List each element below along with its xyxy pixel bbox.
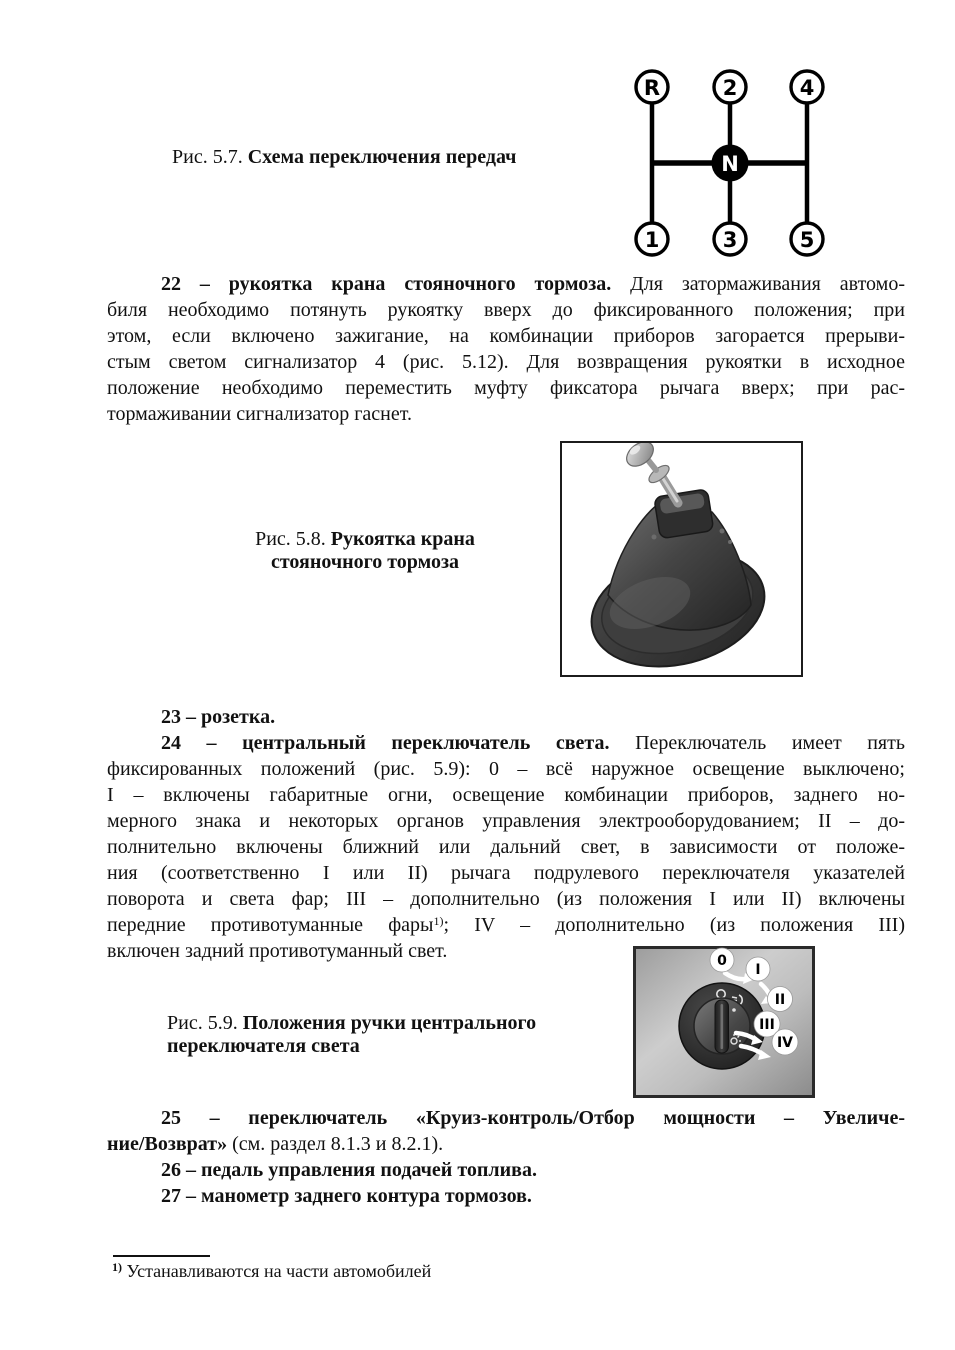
paragraph-items-23-24 bbox=[107, 704, 905, 964]
text-line: фиксированных положений (рис. 5.9): 0 – всё наружное освещение выключено; bbox=[107, 758, 905, 780]
text-line: 23 – розетка. bbox=[161, 706, 276, 728]
text-line: ние/Возврат» (см. раздел 8.1.3 и 8.2.1). bbox=[107, 1133, 444, 1155]
gear-label-1: 1 bbox=[644, 228, 660, 252]
position-label-0: 0 bbox=[717, 953, 727, 969]
text-line: мерного знака и некоторых органов управления электрооборудованием; II – до- bbox=[107, 810, 905, 832]
gear-label-4: 4 bbox=[799, 76, 815, 100]
text-line: 25 – переключатель «Круиз-контроль/Отбор мощности – Увеличе- bbox=[161, 1107, 905, 1129]
figure-5-7-caption bbox=[172, 146, 516, 169]
text-line: полнительно включены ближний или дальний свет, в зависимости от положе- bbox=[107, 836, 905, 858]
text-line: 24 – центральный переключатель света. Переключатель имеет пять bbox=[161, 732, 905, 754]
text-line: передние противотуманные фары$^{1)}$; IV – дополнительно (из положения III) bbox=[107, 914, 905, 936]
text-line: поворота и света фар; III – дополнительно (из положения I или II) включены bbox=[107, 888, 905, 910]
parking-brake-handle-illustration bbox=[562, 443, 801, 675]
gear-label-R: R bbox=[643, 76, 661, 100]
footnote-separator bbox=[113, 1255, 210, 1257]
text-line: положение необходимо переместить муфту фиксатора рычага вверх; при рас- bbox=[107, 377, 905, 399]
position-label-II: II bbox=[774, 992, 786, 1008]
text-line: Рис. 5.9. Положения ручки центрального bbox=[167, 1012, 537, 1034]
text-line: Рис. 5.8. Рукоятка крана bbox=[255, 528, 475, 550]
gear-label-N: N bbox=[721, 152, 739, 176]
gear-label-3: 3 bbox=[722, 228, 738, 252]
gear-label-2: 2 bbox=[722, 76, 738, 100]
text-line: 27 – манометр заднего контура тормозов. bbox=[161, 1185, 532, 1207]
text-line: стояночного тормоза bbox=[270, 551, 460, 573]
position-label-IV: IV bbox=[776, 1035, 794, 1051]
figure-5-8-caption bbox=[255, 528, 475, 574]
text-line: тормаживании сигнализатор гаснет. bbox=[107, 403, 412, 425]
figure-5-9-caption bbox=[167, 1012, 567, 1058]
text-line: Рис. 5.7. Схема переключения передач bbox=[172, 146, 517, 168]
text-line: ния (соответственно I или II) рычага подрулевого переключателя указателей bbox=[107, 862, 905, 884]
gear-label-5: 5 bbox=[799, 228, 815, 252]
position-label-III: III bbox=[759, 1017, 775, 1033]
position-label-I: I bbox=[755, 962, 761, 978]
gear-shift-diagram bbox=[633, 68, 825, 258]
text-line: биля необходимо потянуть рукоятку вверх до фиксированного положения; при bbox=[107, 299, 905, 321]
light-switch-figure bbox=[633, 946, 815, 1103]
paragraph-items-25-27 bbox=[107, 1105, 905, 1209]
footnote-marker: 1) bbox=[112, 1260, 122, 1274]
text-line: включен задний противотуманный свет. bbox=[107, 940, 448, 962]
text-line: 22 – рукоятка крана стояночного тормоза. Для затормаживания автомо- bbox=[161, 273, 905, 295]
footnote-text: Устанавливаются на части автомобилей bbox=[122, 1261, 432, 1281]
parking-brake-handle-figure bbox=[560, 441, 803, 677]
text-line: I – включены габаритные огни, освещение комбинации приборов, заднего но- bbox=[107, 784, 905, 806]
dial-dot-icon bbox=[732, 1008, 736, 1012]
paragraph-item-22 bbox=[107, 271, 905, 427]
footnote bbox=[112, 1260, 612, 1282]
text-line: 26 – педаль управления подачей топлива. bbox=[161, 1159, 537, 1181]
light-switch-illustration bbox=[633, 946, 815, 1098]
text-line: этом, если включено зажигание, на комбинации приборов загорается прерыви- bbox=[107, 325, 905, 347]
text-line: стым светом сигнализатор 4 (рис. 5.12). Для возвращения рукоятки в исходное bbox=[107, 351, 905, 373]
text-line: переключателя света bbox=[167, 1035, 360, 1057]
